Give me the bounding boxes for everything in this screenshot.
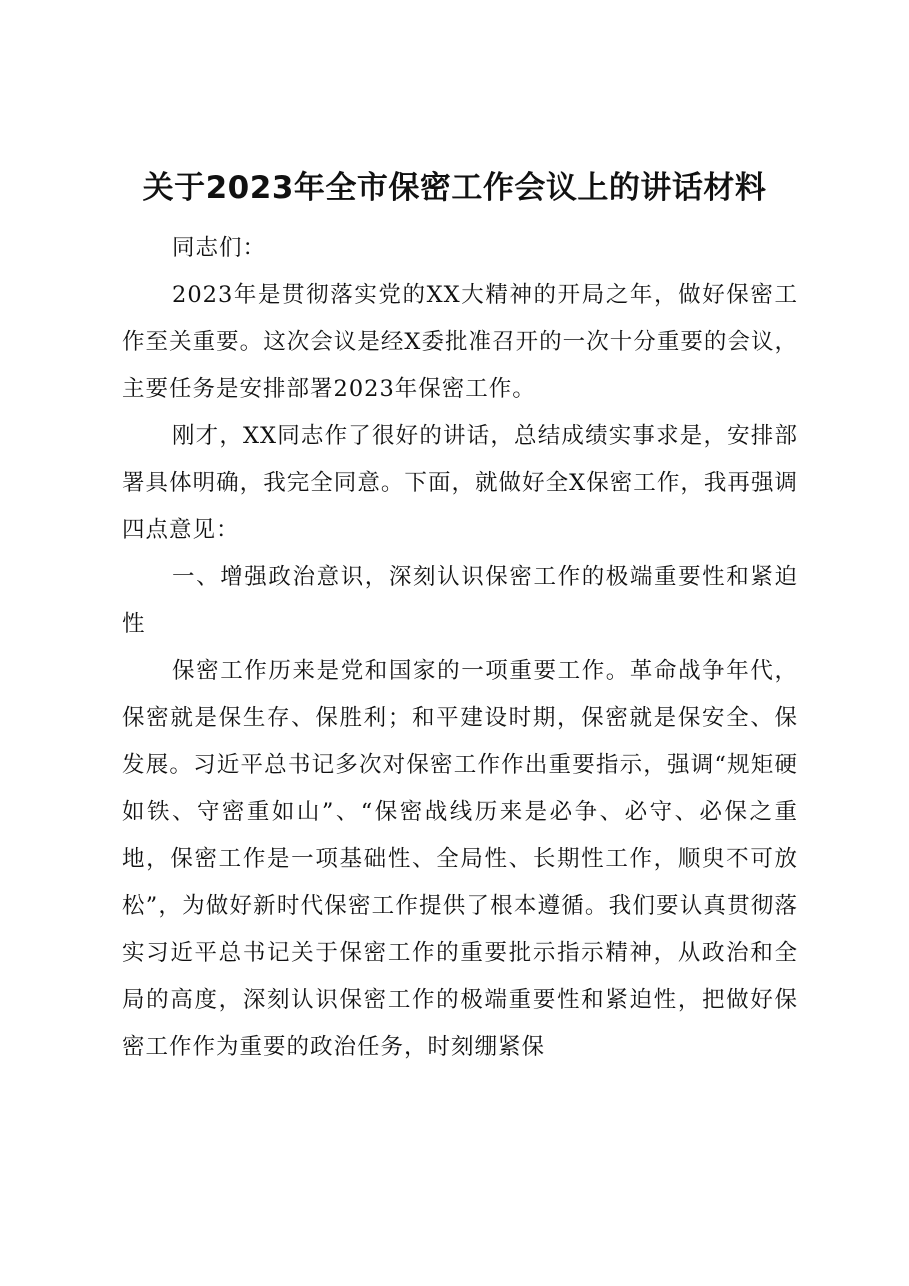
salutation: 同志们： [172, 235, 267, 261]
document-title: 关于2023年全市保密工作会议上的讲话材料 [142, 170, 767, 206]
section-heading-1: 一、增强政治意识，深刻认识保密工作的极端重要性和紧迫性 [122, 564, 798, 637]
document-body [122, 225, 798, 1071]
paragraph-section-1-body: 保密工作历来是党和国家的一项重要工作。革命战争年代，保密就是保生存、保胜利；和平建设时期，保密就是保安全、保发展。习近平总书记多次对保密工作作出重要指示，强调“规矩硬如铁、守密重如山”、“保密战线历来是必争、必守、必保之重地，保密工作是一项基础性、全局性、长期性工作，顺臾不可放松”，为做好新时代保密工作提供了根本遵循。我们要认真贯彻落实习近平总书记关于保密工作的重要批示指示精神，从政治和全局的高度，深刻认识保密工作的极端重要性和紧迫性，把做好保密工作作为重要的政治任务，时刻绷紧保 [122, 658, 798, 1060]
paragraph-intro: 2023年是贯彻落实党的XX大精神的开局之年，做好保密工作至关重要。这次会议是经X委批准召开的一次十分重要的会议，主要任务是安排部署2023年保密工作。 [122, 282, 798, 402]
paragraph-agreement: 刚才，XX同志作了很好的讲话，总结成绩实事求是，安排部署具体明确，我完全同意。下面，就做好全X保密工作，我再强调四点意见： [122, 423, 798, 543]
